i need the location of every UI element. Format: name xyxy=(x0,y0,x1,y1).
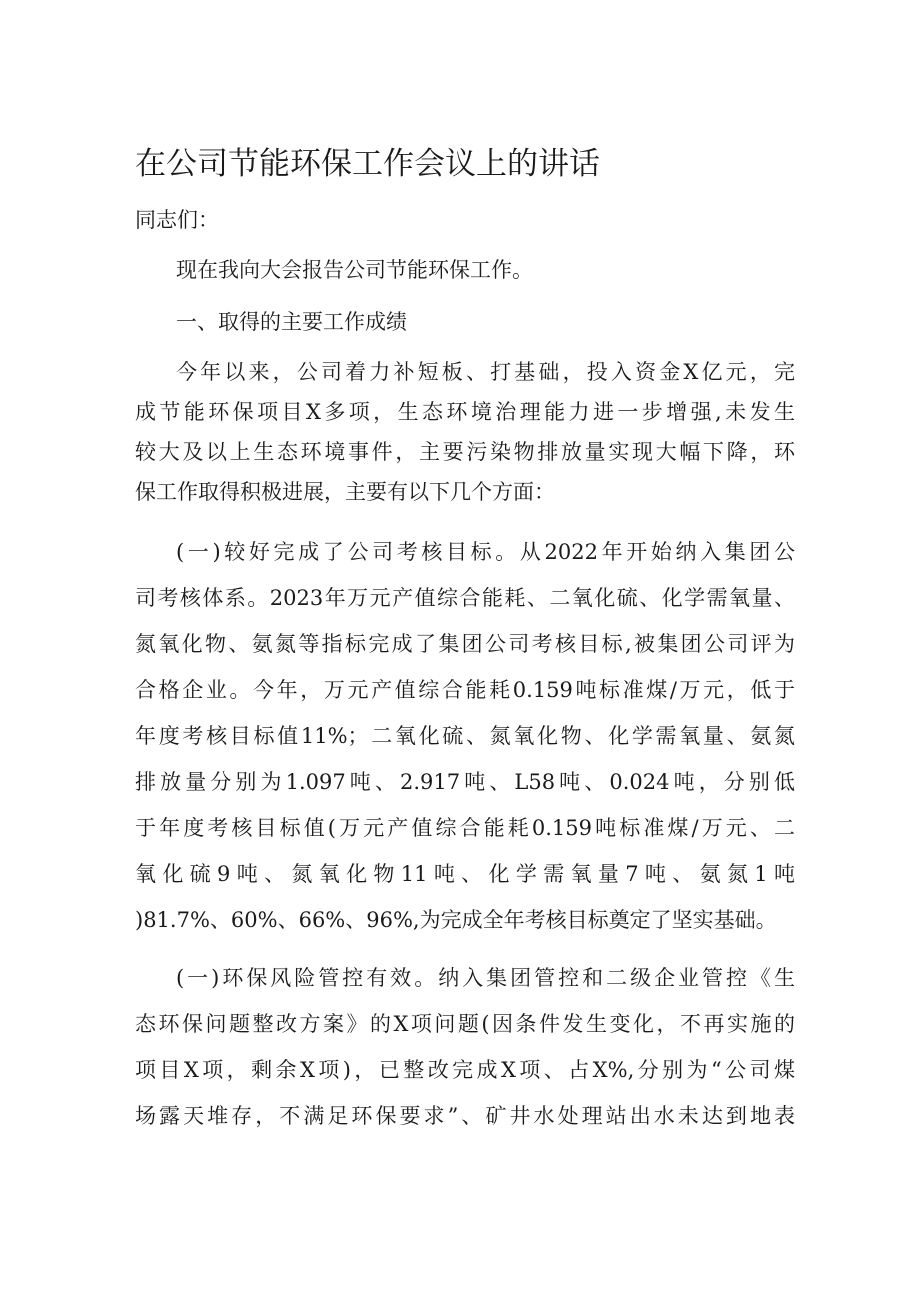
section-heading: 一、取得的主要工作成绩 xyxy=(176,310,407,334)
paragraph-line: 司考核体系。2023年万元产值综合能耗、二氧化硫、化学需氧量、 xyxy=(135,586,795,610)
paragraph-line: (一)环保风险管控有效。纳入集团管控和二级企业管控《生 xyxy=(176,966,795,990)
paragraph-line: 排放量分别为1.097吨、2.917吨、L58吨、0.024吨，分别低 xyxy=(135,770,795,794)
paragraph-line: 态环保问题整改方案》的X项问题(因条件发生变化，不再实施的 xyxy=(135,1012,795,1036)
paragraph-line: (一)较好完成了公司考核目标。从2022年开始纳入集团公 xyxy=(176,540,795,564)
paragraph-line: 合格企业。今年，万元产值综合能耗0.159吨标准煤/万元，低于 xyxy=(135,678,795,702)
paragraph-line: 成节能环保项目X多项，生态环境治理能力进一步增强,未发生 xyxy=(135,400,795,424)
paragraph-line: 氧化硫9吨、氮氧化物11吨、化学需氧量7吨、氨氮1吨 xyxy=(135,862,795,886)
paragraph-line: 氮氧化物、氨氮等指标完成了集团公司考核目标,被集团公司评为 xyxy=(135,632,795,656)
paragraph-line: 今年以来，公司着力补短板、打基础，投入资金X亿元，完 xyxy=(176,360,795,384)
document-title: 在公司节能环保工作会议上的讲话 xyxy=(135,146,600,182)
paragraph-line: 保工作取得积极进展，主要有以下几个方面： xyxy=(135,480,555,504)
salutation: 同志们： xyxy=(135,208,219,232)
paragraph-line: 现在我向大会报告公司节能环保工作。 xyxy=(176,258,533,282)
paragraph-line: 项目X项，剩余X项)，已整改完成X项、占X%,分别为“公司煤 xyxy=(135,1058,795,1082)
paragraph-line: 较大及以上生态环境事件，主要污染物排放量实现大幅下降，环 xyxy=(135,440,795,464)
paragraph-line: 场露天堆存，不满足环保要求”、矿井水处理站出水未达到地表 xyxy=(135,1104,795,1128)
paragraph-line: 年度考核目标值11%；二氧化硫、氮氧化物、化学需氧量、氨氮 xyxy=(135,724,795,748)
paragraph-line: 于年度考核目标值(万元产值综合能耗0.159吨标准煤/万元、二 xyxy=(135,816,795,840)
paragraph-line: )81.7%、60%、66%、96%,为完成全年考核目标奠定了坚实基础。 xyxy=(135,908,777,932)
